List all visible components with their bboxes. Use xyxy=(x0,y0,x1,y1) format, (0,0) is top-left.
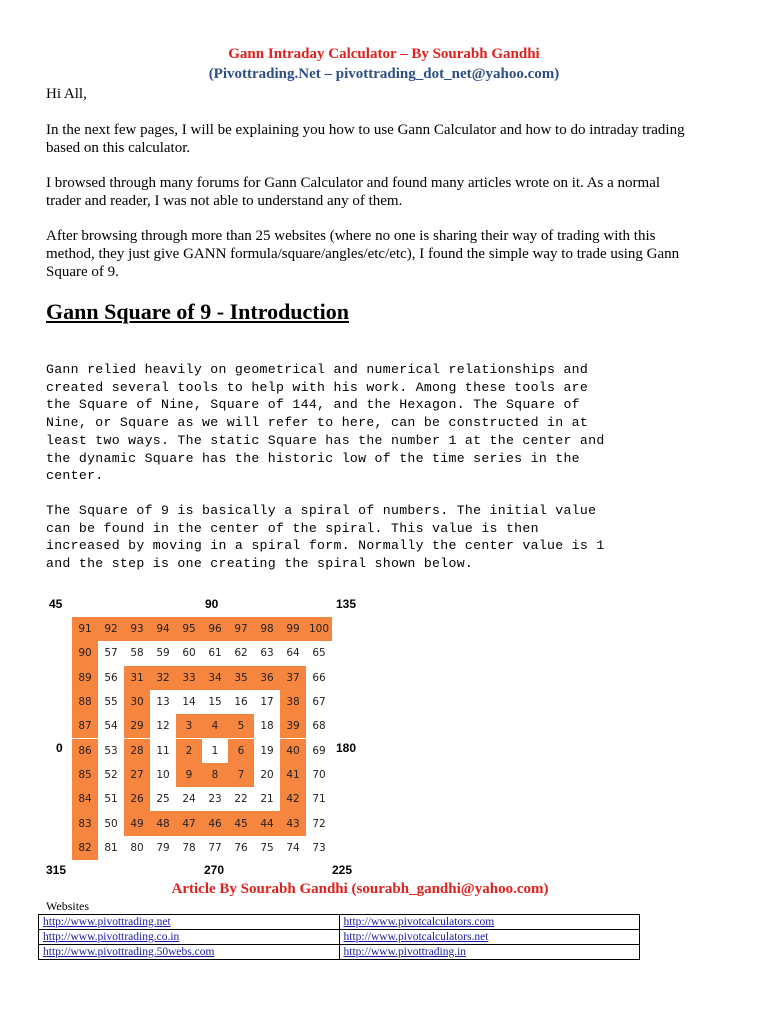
grid-cell: 87 xyxy=(72,714,98,738)
grid-cell: 36 xyxy=(254,666,280,690)
grid-cell: 97 xyxy=(228,617,254,641)
grid-cell: 12 xyxy=(156,720,170,733)
grid-cell: 96 xyxy=(202,617,228,641)
grid-cell: 11 xyxy=(156,744,170,757)
table-row xyxy=(39,930,640,945)
grid-cell: 88 xyxy=(72,690,98,714)
grid-cell: 69 xyxy=(312,744,326,757)
website-link[interactable]: http://www.pivottrading.net xyxy=(43,916,171,928)
grid-cell: 2 xyxy=(176,739,202,763)
angle-270-label: 270 xyxy=(204,863,225,877)
grid-cell: 61 xyxy=(208,647,222,660)
grid-cell: 5 xyxy=(228,714,254,738)
grid-cell: 81 xyxy=(104,841,118,854)
grid-cell: 22 xyxy=(234,793,248,806)
grid-cell: 59 xyxy=(156,647,170,660)
grid-cell: 41 xyxy=(280,763,306,787)
grid-cell: 23 xyxy=(208,793,222,806)
grid-cell: 78 xyxy=(182,841,196,854)
website-link[interactable]: http://www.pivottrading.co.in xyxy=(43,931,180,943)
grid-cell: 95 xyxy=(176,617,202,641)
grid-cell: 49 xyxy=(124,811,150,835)
intro-paragraph-3: After browsing through more than 25 websites (where no one is sharing their way of trading with this method, they just give GANN formula/square/angles/etc/etc), I found the simple way to trade using Gann Square of 9. xyxy=(46,228,680,280)
intro-paragraph-2: I browsed through many forums for Gann Calculator and found many articles wrote on it. As a normal trader and reader, I was not able to understand any of them. xyxy=(46,175,661,209)
grid-cell: 75 xyxy=(260,841,274,854)
grid-cell: 99 xyxy=(280,617,306,641)
grid-cell: 64 xyxy=(286,647,300,660)
grid-cell: 10 xyxy=(156,768,170,781)
grid-cell: 26 xyxy=(124,787,150,811)
websites-label: Websites xyxy=(46,899,90,913)
grid-cell: 63 xyxy=(260,647,274,660)
grid-cell: 30 xyxy=(124,690,150,714)
website-link[interactable]: http://www.pivotcalculators.net xyxy=(343,931,489,943)
grid-cell: 39 xyxy=(280,714,306,738)
grid-cell: 16 xyxy=(234,696,248,709)
gann-description: Gann relied heavily on geometrical and numerical relationships and created several tools to help with his work. Among these tools are the Square of Nine, Square of 144, and the Hexagon. The Square of Nine, or Square as we will refer to here, can be constructed in at least two ways. The static Square has the number 1 at the center and the dynamic Square has the historic low of the time series in the center. xyxy=(46,362,605,484)
grid-cell: 73 xyxy=(312,841,326,854)
section-heading: Gann Square of 9 - Introduction xyxy=(46,299,349,324)
grid-cell: 37 xyxy=(280,666,306,690)
grid-cell: 42 xyxy=(280,787,306,811)
grid-cell: 43 xyxy=(280,811,306,835)
grid-cell: 93 xyxy=(124,617,150,641)
table-row xyxy=(39,915,640,930)
websites-table xyxy=(38,914,640,960)
grid-cell: 21 xyxy=(260,793,274,806)
grid-cell: 24 xyxy=(182,793,196,806)
grid-cell: 4 xyxy=(202,714,228,738)
greeting: Hi All, xyxy=(46,86,87,102)
grid-cell: 51 xyxy=(104,793,118,806)
grid-cell: 47 xyxy=(176,811,202,835)
grid-cell: 6 xyxy=(228,739,254,763)
grid-cell: 90 xyxy=(72,641,98,665)
grid-cell: 86 xyxy=(72,739,98,763)
angle-315-label: 315 xyxy=(46,863,67,877)
angle-180-label: 180 xyxy=(336,741,357,755)
grid-cell: 9 xyxy=(176,763,202,787)
grid-cell: 76 xyxy=(234,841,248,854)
grid-cell: 33 xyxy=(176,666,202,690)
website-link[interactable]: http://www.pivotcalculators.com xyxy=(343,916,495,928)
grid-cell: 62 xyxy=(234,647,248,660)
angle-45-label: 45 xyxy=(49,597,63,611)
grid-cell: 17 xyxy=(260,696,274,709)
grid-cell: 14 xyxy=(182,696,196,709)
grid-cell: 58 xyxy=(130,647,144,660)
grid-cell: 29 xyxy=(124,714,150,738)
grid-cell: 31 xyxy=(124,666,150,690)
grid-cell: 35 xyxy=(228,666,254,690)
grid-cell: 32 xyxy=(150,666,176,690)
grid-cell: 74 xyxy=(286,841,300,854)
grid-cell: 79 xyxy=(156,841,170,854)
grid-cell: 85 xyxy=(72,763,98,787)
square-of-nine-grid xyxy=(72,617,332,860)
grid-cell: 100 xyxy=(306,617,332,641)
grid-cell: 19 xyxy=(260,744,274,757)
grid-cell: 83 xyxy=(72,811,98,835)
grid-cell: 28 xyxy=(124,739,150,763)
grid-cell: 25 xyxy=(156,793,170,806)
grid-cell: 71 xyxy=(312,793,326,806)
grid-cell: 27 xyxy=(124,763,150,787)
angle-225-label: 225 xyxy=(332,863,353,877)
grid-cell: 48 xyxy=(150,811,176,835)
grid-cell: 34 xyxy=(202,666,228,690)
grid-cell: 45 xyxy=(228,811,254,835)
grid-cell: 92 xyxy=(98,617,124,641)
website-link[interactable]: http://www.pivottrading.50webs.com xyxy=(43,946,215,958)
grid-cell: 50 xyxy=(104,817,118,830)
grid-cell: 72 xyxy=(312,817,326,830)
document-title: Gann Intraday Calculator – By Sourabh Gandhi xyxy=(228,46,540,62)
grid-cell: 60 xyxy=(182,647,196,660)
grid-cell: 89 xyxy=(72,666,98,690)
grid-cell: 77 xyxy=(208,841,222,854)
document-subtitle: (Pivottrading.Net – pivottrading_dot_net@yahoo.com) xyxy=(208,66,560,82)
grid-cell: 65 xyxy=(312,647,326,660)
grid-cell: 82 xyxy=(72,836,98,860)
spiral-description: The Square of 9 is basically a spiral of numbers. The initial value can be found in the center of the spiral. This value is then increased by moving in a spiral form. Normally the center value is 1 and the step is one creating the spiral shown below. xyxy=(46,503,605,572)
grid-cell: 68 xyxy=(312,720,326,733)
grid-cell: 20 xyxy=(260,768,274,781)
table-row xyxy=(39,945,640,960)
grid-cell: 15 xyxy=(208,696,222,709)
website-link[interactable]: http://www.pivottrading.in xyxy=(343,946,467,958)
grid-cell: 1 xyxy=(211,744,219,757)
grid-cell: 94 xyxy=(150,617,176,641)
intro-paragraph-1: In the next few pages, I will be explaining you how to use Gann Calculator and how to do intraday trading based on this calculator. xyxy=(46,122,685,156)
angle-0-label: 0 xyxy=(56,741,63,755)
grid-cell: 57 xyxy=(104,647,118,660)
grid-cell: 55 xyxy=(104,696,118,709)
article-credit: Article By Sourabh Gandhi (sourabh_gandhi@yahoo.com) xyxy=(171,881,549,897)
grid-cell: 52 xyxy=(104,768,118,781)
grid-cell: 3 xyxy=(176,714,202,738)
grid-cell: 38 xyxy=(280,690,306,714)
grid-cell: 7 xyxy=(228,763,254,787)
grid-cell: 67 xyxy=(312,696,326,709)
grid-cell: 70 xyxy=(312,768,326,781)
grid-cell: 46 xyxy=(202,811,228,835)
grid-cell: 84 xyxy=(72,787,98,811)
angle-90-label: 90 xyxy=(205,597,219,611)
grid-cell: 8 xyxy=(202,763,228,787)
grid-cell: 98 xyxy=(254,617,280,641)
angle-135-label: 135 xyxy=(336,597,357,611)
grid-cell: 80 xyxy=(130,841,144,854)
grid-cell: 13 xyxy=(156,696,170,709)
grid-cell: 54 xyxy=(104,720,118,733)
grid-cell: 53 xyxy=(104,744,118,757)
grid-cell: 91 xyxy=(72,617,98,641)
grid-cell: 66 xyxy=(312,671,326,684)
grid-cell: 56 xyxy=(104,671,118,684)
grid-cell: 18 xyxy=(260,720,274,733)
grid-cell: 44 xyxy=(254,811,280,835)
grid-cell: 40 xyxy=(280,739,306,763)
